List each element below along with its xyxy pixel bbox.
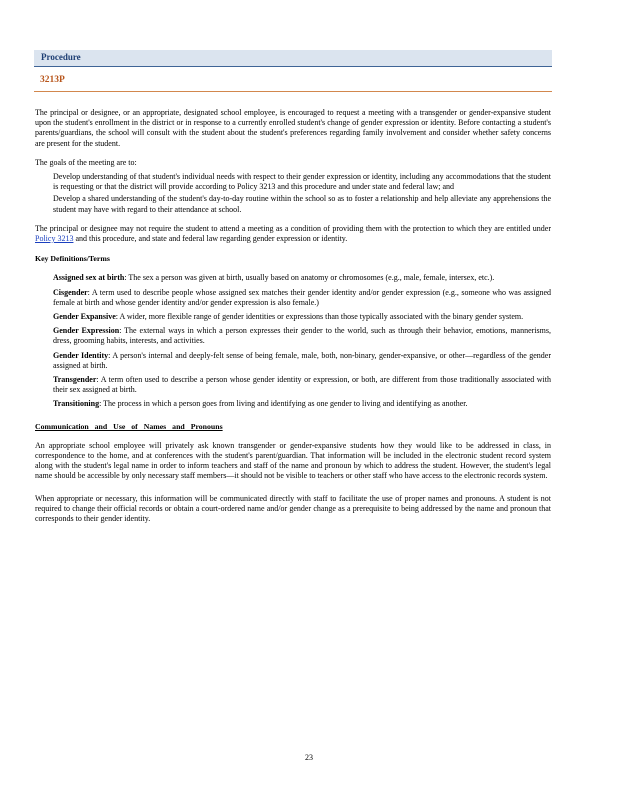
goal-text: Develop understanding of that student's individual needs with respect to their gender expression or identity, including any accommodations that the student is requesting or that the district will provide according to Policy 3213 and this procedure and under state and federal law; and [53, 172, 551, 192]
header-divider [34, 91, 552, 92]
definitions-heading: Key Definitions/Terms [35, 254, 110, 264]
definition-item [35, 399, 551, 409]
goal-text: Develop a shared understanding of the student's day-to-day routine within the school so as to foster a relationship and help alleviate any apprehensions the student may have with regard to their attendance at school. [53, 194, 551, 214]
communication-heading: Communication and Use of Names and Pronouns [35, 421, 223, 431]
definition-item [35, 375, 551, 395]
intro-paragraph: The principal or designee, or an appropriate, designated school employee, is encouraged to request a meeting with a transgender or gender-expansive student upon the student's enrollment in the district or in response to a currently enrolled student's change of gender expression or identity. Before contacting a student's parents/guardians, the school will consult with the student about the student's preferences regarding family involvement and consider whether safety concerns are present for the student. [35, 108, 551, 148]
definition-term: Gender Identity [53, 350, 109, 360]
page-number: 23 [305, 753, 313, 762]
definition-item [35, 273, 551, 283]
definitions-list [35, 273, 551, 409]
goals-list [35, 172, 551, 215]
no-require-paragraph [35, 224, 551, 244]
definition-item [35, 326, 551, 346]
definition-term: Cisgender [53, 287, 88, 297]
definition-text: : A person's internal and deeply-felt sense of being female, male, both, non-binary, gender-expansive, or other—regardless of the gender assigned at birth. [53, 350, 551, 370]
goals-intro: The goals of the meeting are to: [35, 157, 137, 167]
definition-term: Gender Expression [53, 326, 120, 336]
definition-term: Gender Expansive [53, 312, 116, 322]
communication-paragraph: An appropriate school employee will privately ask known transgender or gender-expansive students how they would like to be addressed in class, in correspondence to the home, and at conferences with the student's parent/guardian. That information will be included in the electronic student record system along with the student's legal name in order to inform teachers and staff of the name and pronoun by which to address the student. However, the student's legal name should be accessible by only necessary staff members—it should not be visible to teachers or other staff who have access to the electronic records system. [35, 440, 551, 481]
definition-term: Transgender [53, 375, 97, 385]
goal-item [35, 194, 551, 214]
definition-text: : A wider, more flexible range of gender identities or expressions than those typically associated with the binary gender system. [115, 312, 524, 322]
definition-text: : A term often used to describe a person whose gender identity or expression, or both, are different from those traditionally associated with their sex assigned at birth. [53, 375, 551, 395]
definition-text: : A term used to describe people whose assigned sex matches their gender identity and/or gender expression (e.g., someone who was assigned female at birth and whose gender identity and/or gender expression is also female.) [53, 287, 551, 307]
document-body [35, 108, 551, 533]
procedure-header-bar [34, 50, 552, 67]
goal-item [35, 172, 551, 192]
definition-text: : The sex a person was given at birth, usually based on anatomy or chromosomes (e.g., male, female, intersex, etc.). [124, 273, 495, 283]
definition-item [35, 288, 551, 308]
definition-item [35, 312, 551, 322]
definition-item [35, 351, 551, 371]
policy-3213-link[interactable]: Policy 3213 [35, 234, 74, 244]
definition-text: : The process in which a person goes from living and identifying as one gender to living and identifying as another. [99, 399, 468, 409]
no-require-text-after: and this procedure, and state and federal law regarding gender expression or identity. [73, 234, 348, 244]
procedure-label: Procedure [41, 52, 81, 62]
policy-code: 3213P [40, 75, 65, 85]
communication-paragraph: When appropriate or necessary, this information will be communicated directly with staff to facilitate the use of proper names and pronouns. A student is not required to change their official records or obtain a court-ordered name and/or gender change as a prerequisite to being addressed by the name and pronoun that corresponds to their gender identity. [35, 493, 551, 524]
definition-term: Assigned sex at birth [53, 273, 125, 283]
definition-term: Transitioning [53, 399, 100, 409]
no-require-text-before: The principal or designee may not require the student to attend a meeting as a condition of providing them with the protection to which they are entitled under [35, 223, 551, 233]
definition-text: : The external ways in which a person expresses their gender to the world, such as through their behavior, emotions, mannerisms, dress, grooming habits, interests, and activities. [53, 326, 551, 346]
